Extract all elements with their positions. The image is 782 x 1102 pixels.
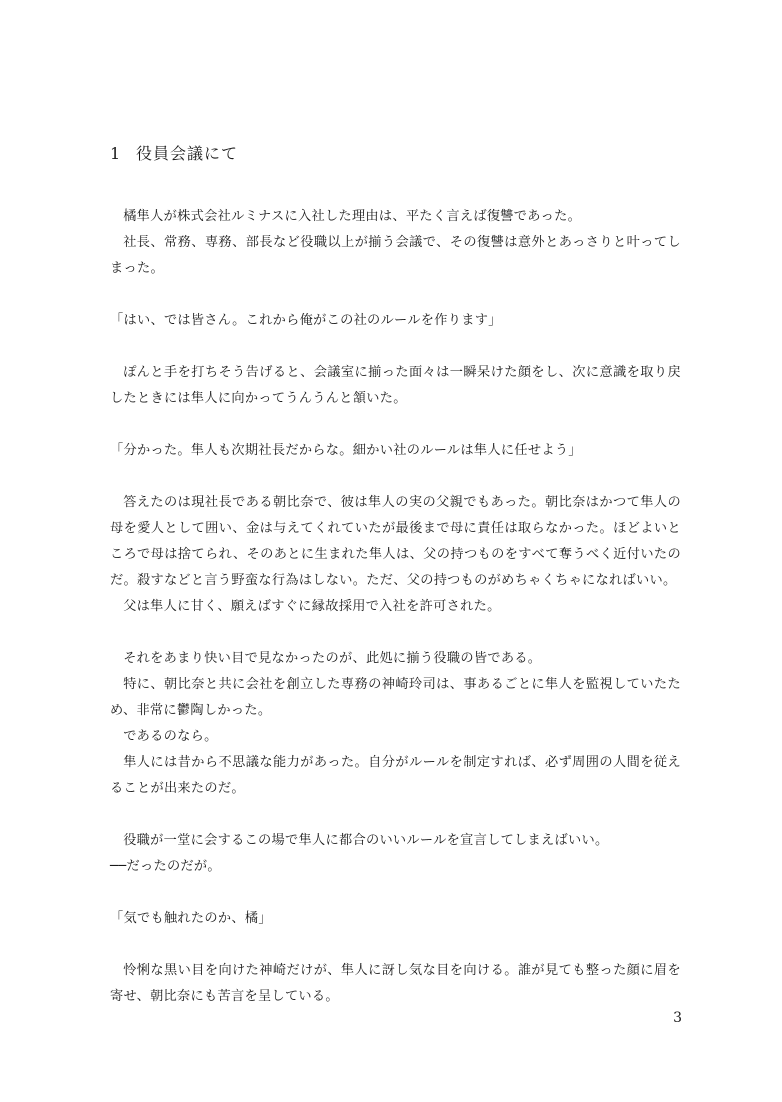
paragraph-spacer: [110, 464, 681, 490]
paragraph: 答えたのは現社長である朝比奈で、彼は隼人の実の父親でもあった。朝比奈はかつて隼人の母を愛人として囲い、金は与えてくれていたが最後まで母に責任は取らなかった。ほどよいところで母は捨てられ、そのあとに生まれた隼人は、父の持つものをすべて奪うべく近付いたのだ。殺すなどと言う野蛮な行為はしない。ただ、父の持つものがめちゃくちゃになればいい。: [110, 495, 681, 588]
dialogue-line: 「分かった。隼人も次期社長だからな。細かい社のルールは隼人に任せよう」: [110, 443, 582, 458]
paragraph: 役職が一堂に会するこの場で隼人に都合のいいルールを宣言してしまえばいい。: [123, 833, 609, 848]
paragraph: であるのなら。: [123, 729, 218, 744]
paragraph: それをあまり快い目で見なかったのが、此処に揃う役職の皆である。: [123, 651, 542, 666]
paragraph-spacer: [110, 932, 681, 958]
paragraph-spacer: [110, 412, 681, 438]
chapter-heading: [110, 141, 238, 164]
body-text: [110, 204, 681, 1010]
paragraph: 父は隼人に甘く、願えばすぐに縁故採用で入社を許可された。: [123, 599, 501, 614]
chapter-number: 1: [110, 144, 122, 163]
paragraph: 社長、常務、専務、部長など役職以上が揃う会議で、その復讐は意外とあっさりと叶ってしまった。: [110, 235, 681, 276]
paragraph: 橘隼人が株式会社ルミナスに入社した理由は、平たく言えば復讐であった。: [123, 209, 582, 224]
paragraph: 隼人には昔から不思議な能力があった。自分がルールを制定すれば、必ず周囲の人間を従えることが出来たのだ。: [110, 755, 681, 796]
page-number: 3: [673, 1010, 682, 1026]
dialogue-line: 「気でも触れたのか、橘」: [110, 911, 272, 926]
paragraph-spacer: [110, 334, 681, 360]
paragraph-spacer: [110, 620, 681, 646]
paragraph-spacer: [110, 880, 681, 906]
chapter-title: 役員会議にて: [136, 144, 239, 163]
paragraph: 怜悧な黒い目を向けた神崎だけが、隼人に訝し気な目を向ける。誰が見ても整った顔に眉を寄せ、朝比奈にも苦言を呈している。: [110, 963, 681, 1004]
dialogue-line: 「はい、では皆さん。これから俺がこの社のルールを作ります」: [110, 313, 502, 328]
paragraph: ぽんと手を打ちそう告げると、会議室に揃った面々は一瞬呆けた顔をし、次に意識を取り戻したときには隼人に向かってうんうんと頷いた。: [110, 365, 681, 406]
paragraph-spacer: [110, 802, 681, 828]
paragraph: ──だったのだが。: [110, 859, 221, 874]
paragraph-spacer: [110, 282, 681, 308]
paragraph: 特に、朝比奈と共に会社を創立した専務の神崎玲司は、事あるごとに隼人を監視していたため、非常に鬱陶しかった。: [110, 677, 681, 718]
